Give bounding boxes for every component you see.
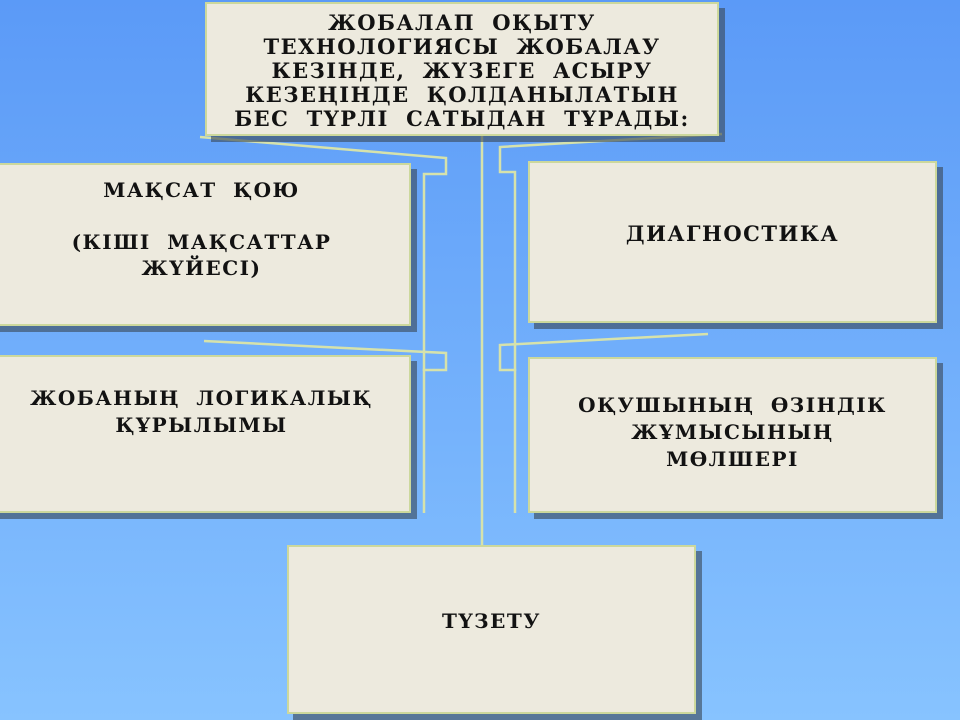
text-line: ЖҰМЫСЫНЫҢ <box>631 420 834 444</box>
text-line <box>0 204 409 229</box>
stage-box-diagnostics <box>528 161 937 323</box>
text-line: (КІШІ МАҚСАТТАР <box>71 230 332 254</box>
text-line: МӨЛШЕРІ <box>666 447 799 471</box>
stage-box-goal-setting <box>0 163 411 326</box>
title-line: БЕС ТҮРЛІ САТЫДАН ТҰРАДЫ: <box>234 106 690 131</box>
text-line: МАҚСАТ ҚОЮ <box>103 178 300 202</box>
title-line: КЕЗЕҢІНДЕ ҚОЛДАНЫЛАТЫН <box>245 82 679 107</box>
title-box <box>205 2 719 136</box>
text-line: ЖҮЙЕСІ) <box>141 256 262 280</box>
text-line: ДИАГНОСТИКА <box>625 221 840 246</box>
text-line: ЖОБАНЫҢ ЛОГИКАЛЫҚ <box>30 386 373 410</box>
text-line: ТҮЗЕТУ <box>442 609 541 633</box>
text-line: ОҚУШЫНЫҢ ӨЗІНДІК <box>578 393 887 417</box>
title-line: ТЕХНОЛОГИЯСЫ ЖОБАЛАУ <box>263 34 661 59</box>
stage-box-self-work <box>528 357 937 513</box>
text-line: ҚҰРЫЛЫМЫ <box>115 413 288 437</box>
title-line: КЕЗІНДЕ, ЖҮЗЕГЕ АСЫРУ <box>271 58 653 83</box>
title-line: ЖОБАЛАП ОҚЫТУ <box>328 10 596 35</box>
stage-box-correction <box>287 545 696 714</box>
stage-box-logic-structure <box>0 355 411 513</box>
